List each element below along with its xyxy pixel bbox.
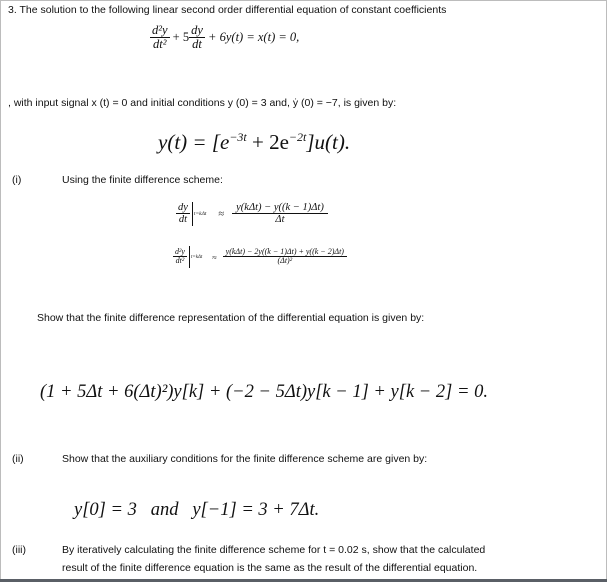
part-i-label: (i): [12, 174, 22, 186]
first-derivative-approx: $\frac{dy}{dt}$ t=kΔt ≈ $\frac{\text{y(kΔt) − y((k − 1)Δt)}}{\Delta t}$: [176, 202, 328, 226]
part-i-text: Using the finite difference scheme:: [62, 174, 223, 186]
second-derivative-approx: $\frac{\text{d²y}}{\text{dt²}}$ t=kΔt ≈ $\frac{\text{y(kΔt) − 2y((k − 1)Δt) + y((k − 2)Δt)}}{\text{(Δt)²}}$: [173, 246, 347, 268]
part-iii-line2: result of the finite difference equation is the same as the result of the differential equation.: [62, 562, 478, 574]
part-iii-label: (iii): [12, 544, 26, 556]
part-ii-label: (ii): [12, 453, 24, 465]
auxiliary-conditions-equation: y[0] = 3 and y[−1] = 3 + 7Δt.: [74, 500, 320, 520]
second-derivative-term: $\frac{\text{d²y}}{\text{dt²}}$: [152, 23, 168, 52]
part-iii-line1: By iteratively calculating the finite difference scheme for t = 0.02 s, show that the calculated: [62, 544, 486, 556]
first-derivative-term: $\frac{dy}{dt}$: [191, 23, 203, 52]
finite-difference-equation: (1 + 5Δt + 6(Δt)²)y[k] + (−2 − 5Δt)y[k − 1] + y[k − 2] = 0.: [40, 382, 488, 402]
question-intro: 3. The solution to the following linear second order differential equation of constant coefficients: [8, 4, 447, 16]
part-ii-text: Show that the auxiliary conditions for the finite difference scheme are given by:: [62, 453, 428, 465]
initial-conditions-text: , with input signal x (t) = 0 and initial conditions y (0) = 3 and, ẏ (0) = −7, is given by:: [8, 97, 397, 109]
solution-equation: $y(t) = [e^{-3t} + 2e^{-2t}]u(t)$.: [158, 130, 351, 154]
part-i-show-text: Show that the finite difference representation of the differential equation is given by:: [37, 312, 425, 324]
ode-equation: $\frac{\text{d²y}}{\text{dt²}}$ + 5 $\frac{dy}{dt}$ + 6y(t) = x(t) = 0,: [152, 23, 300, 52]
